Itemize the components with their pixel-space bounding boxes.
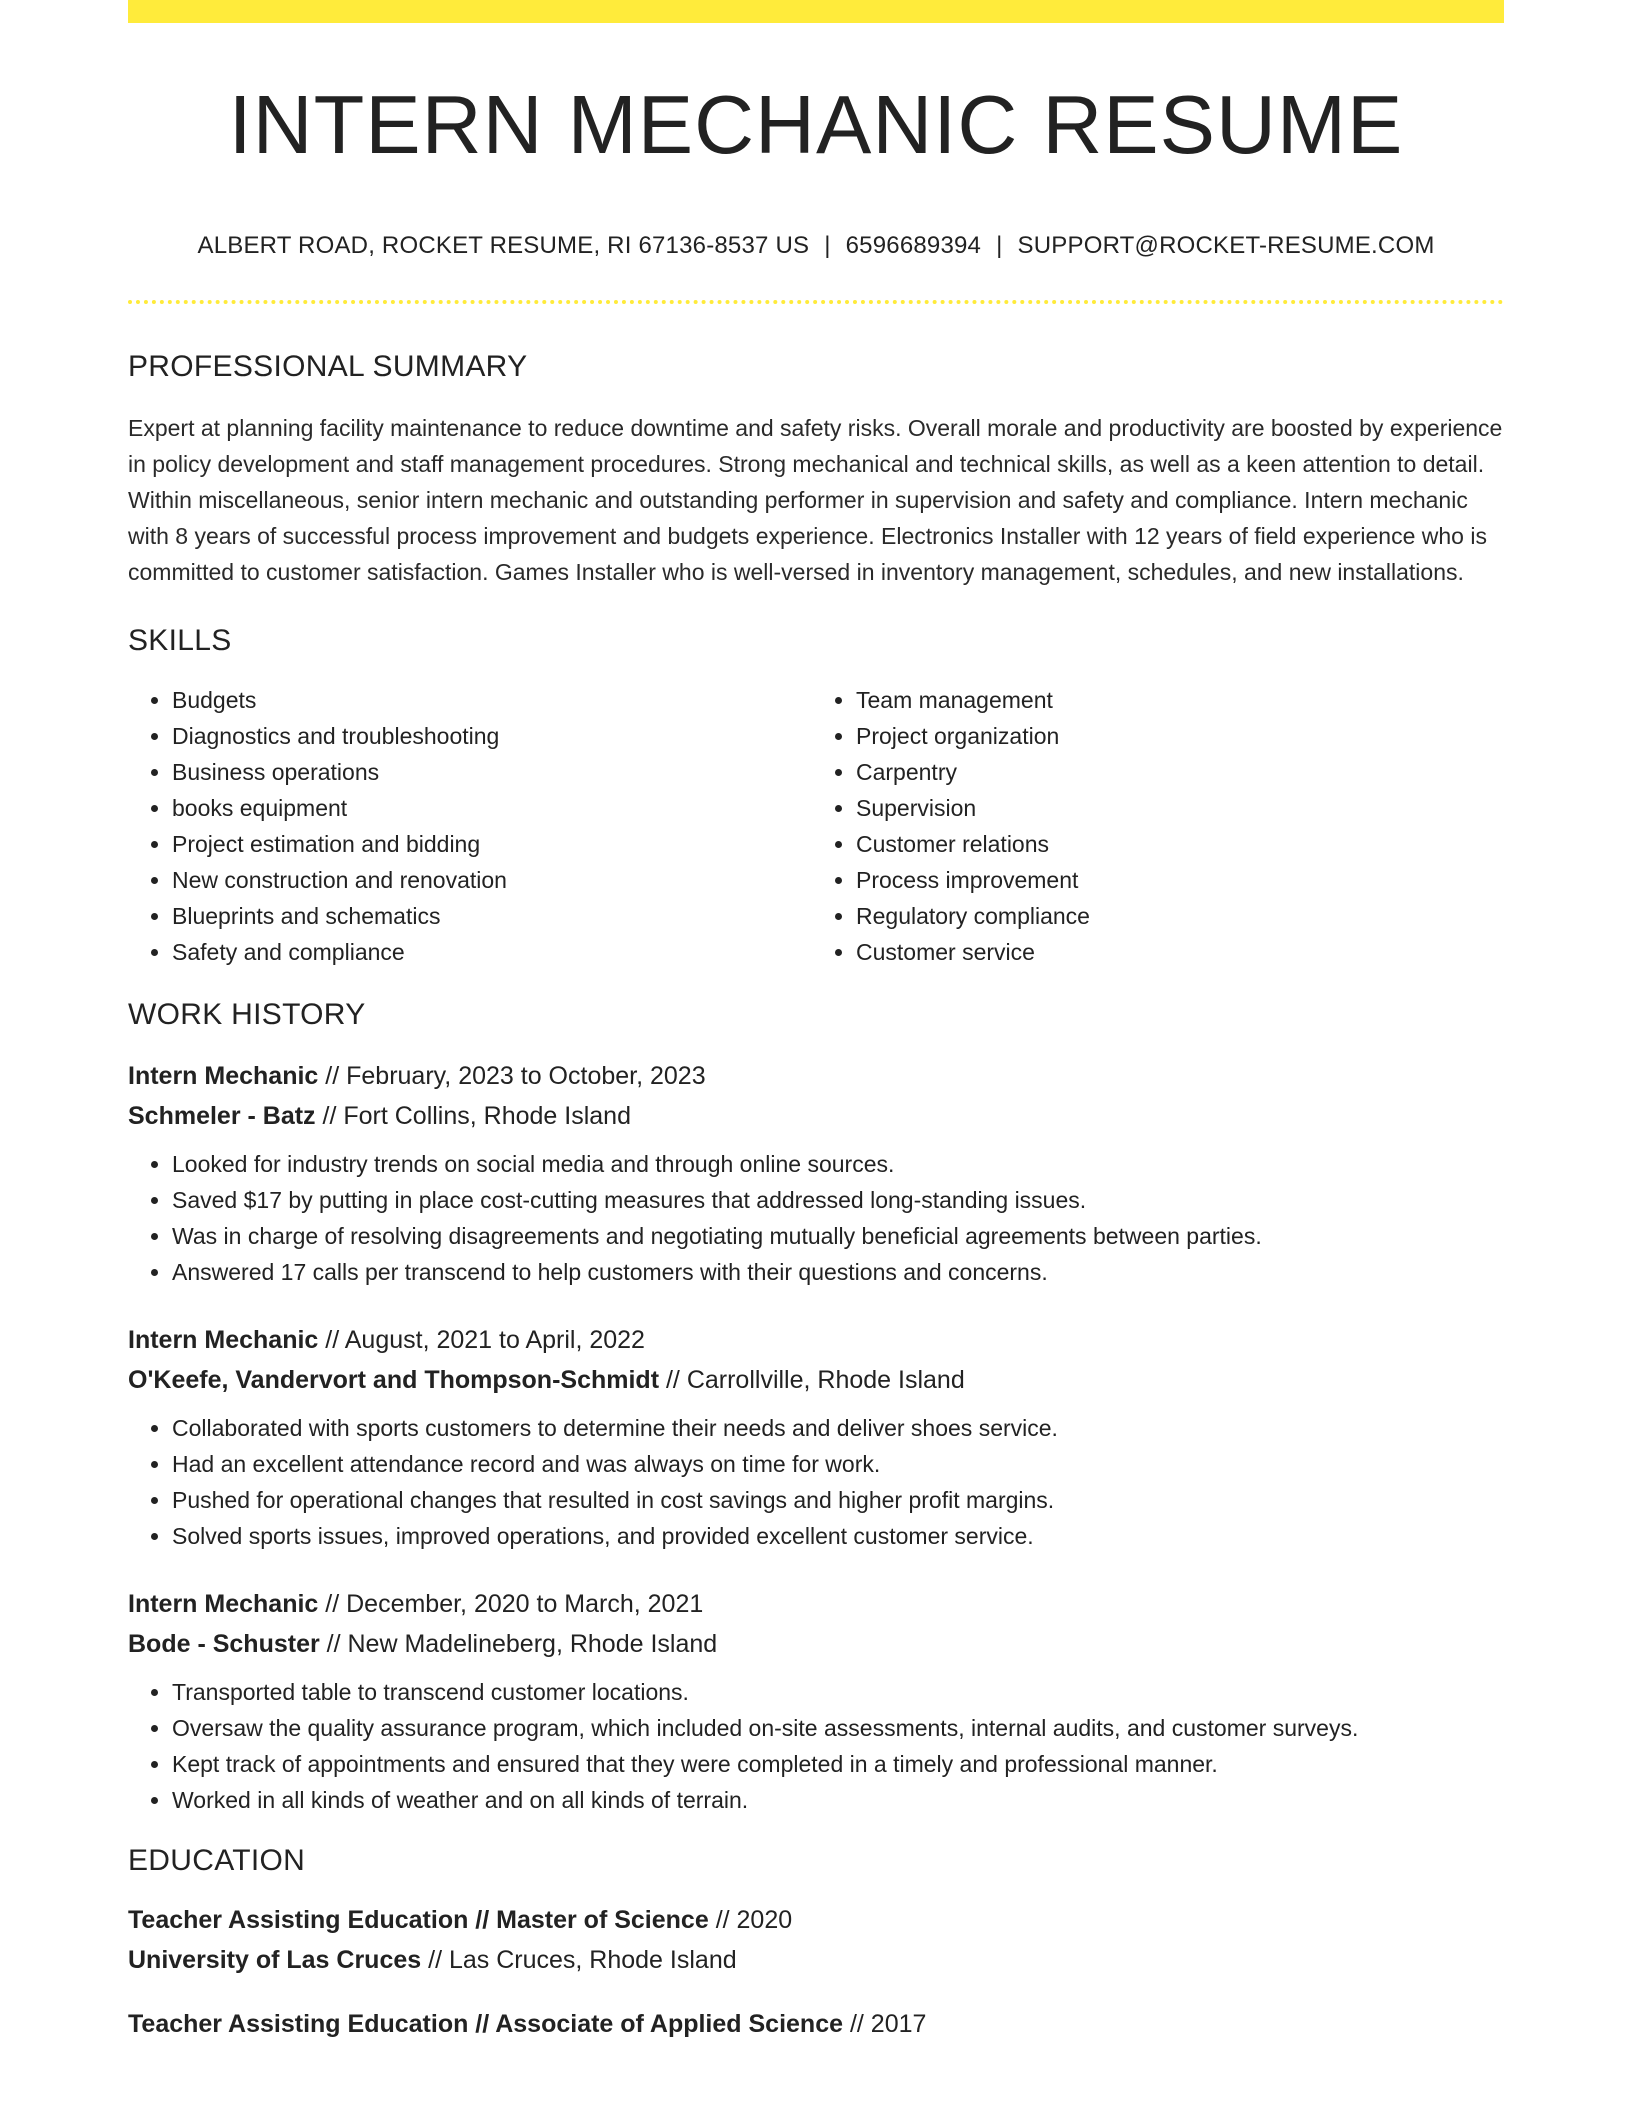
job-location: // New Madelineberg, Rhode Island (326, 1630, 718, 1658)
accent-top-bar (128, 0, 1504, 23)
resume-title: INTERN MECHANIC RESUME (228, 78, 1404, 171)
contact-separator: | (824, 232, 831, 259)
job-location: // Carrollville, Rhode Island (665, 1366, 965, 1394)
job-title-line (128, 1320, 1504, 1360)
job-bullet: • Kept track of appointments and ensured that they were completed in a timely and professional manner. (172, 1746, 1504, 1782)
job-bullet: • Answered 17 calls per transcend to help customers with their questions and concerns. (172, 1254, 1504, 1290)
skill-item: • Customer service (856, 934, 1490, 970)
skill-item: • Project organization (856, 718, 1490, 754)
job-company: Schmeler - Batz (128, 1102, 316, 1130)
education-year: // 2017 (849, 2010, 927, 2038)
skill-item: • Supervision (856, 790, 1490, 826)
job-entry (128, 1320, 1504, 1554)
contact-email: SUPPORT@ROCKET-RESUME.COM (1017, 232, 1435, 259)
education-degree-line (128, 1900, 1504, 1940)
education-year: // 2020 (715, 1906, 793, 1934)
work-history-heading: WORK HISTORY (128, 998, 366, 1031)
education-entry (128, 1900, 1504, 1980)
job-bullets (128, 1146, 1504, 1290)
education-entry (128, 2004, 1504, 2044)
education-degree: Teacher Assisting Education // Master of Science (128, 1906, 709, 1934)
job-bullet: • Saved $17 by putting in place cost-cutting measures that addressed long-standing issues. (172, 1182, 1504, 1218)
skill-item: • Diagnostics and troubleshooting (172, 718, 806, 754)
job-company: Bode - Schuster (128, 1630, 320, 1658)
job-title-line (128, 1056, 1504, 1096)
job-title: Intern Mechanic (128, 1062, 319, 1090)
job-bullet: • Pushed for operational changes that resulted in cost savings and higher profit margins. (172, 1482, 1504, 1518)
skill-item: • books equipment (172, 790, 806, 826)
job-title: Intern Mechanic (128, 1590, 319, 1618)
job-bullet: • Collaborated with sports customers to determine their needs and deliver shoes service. (172, 1410, 1504, 1446)
education-location: // Las Cruces, Rhode Island (428, 1946, 737, 1974)
skills-heading: SKILLS (128, 624, 232, 657)
skill-item: • Budgets (172, 682, 806, 718)
job-bullet: • Solved sports issues, improved operations, and provided excellent customer service. (172, 1518, 1504, 1554)
skill-item: • Customer relations (856, 826, 1490, 862)
education-degree: Teacher Assisting Education // Associate of Applied Science (128, 2010, 844, 2038)
skill-item: • Regulatory compliance (856, 898, 1490, 934)
job-bullet: • Oversaw the quality assurance program, which included on-site assessments, internal audits, and customer surveys. (172, 1710, 1504, 1746)
job-dates: // December, 2020 to March, 2021 (325, 1590, 704, 1618)
skill-item: • Team management (856, 682, 1490, 718)
skills-columns (128, 682, 1504, 970)
job-company-line (128, 1096, 1504, 1136)
job-entry (128, 1584, 1504, 1818)
job-title: Intern Mechanic (128, 1326, 319, 1354)
skill-item: • Blueprints and schematics (172, 898, 806, 934)
job-dates: // August, 2021 to April, 2022 (325, 1326, 645, 1354)
job-bullet: • Was in charge of resolving disagreements and negotiating mutually beneficial agreements between parties. (172, 1218, 1504, 1254)
contact-line (128, 232, 1504, 260)
contact-phone: 6596689394 (845, 232, 982, 259)
resume-page (128, 0, 1504, 2044)
job-entry (128, 1056, 1504, 1290)
summary-heading: PROFESSIONAL SUMMARY (128, 350, 528, 383)
job-bullets (128, 1410, 1504, 1554)
contact-separator: | (996, 232, 1003, 259)
skills-list-right (806, 682, 1490, 970)
job-bullet: • Looked for industry trends on social media and through online sources. (172, 1146, 1504, 1182)
job-dates: // February, 2023 to October, 2023 (325, 1062, 706, 1090)
skill-item: • Business operations (172, 754, 806, 790)
skills-list-left (128, 682, 806, 970)
summary-text: Expert at planning facility maintenance to reduce downtime and safety risks. Overall morale and productivity are boosted by experience in policy development and staff management procedures. Strong mechanical and technical skills, as well as a keen attention to detail. Within miscellaneous, senior intern mechanic and outstanding performer in supervision and safety and compliance. Intern mechanic with 8 years of successful process improvement and budgets experience. Electronics Installer with 12 years of field experience who is committed to customer satisfaction. Games Installer who is well-versed in inventory management, schedules, and new installations. (128, 415, 1503, 585)
skill-item: • Carpentry (856, 754, 1490, 790)
job-company: O'Keefe, Vandervort and Thompson-Schmidt (128, 1366, 660, 1394)
dotted-divider (128, 300, 1504, 304)
job-bullets (128, 1674, 1504, 1818)
skill-item: • Safety and compliance (172, 934, 806, 970)
job-bullet: • Transported table to transcend customer locations. (172, 1674, 1504, 1710)
contact-address: ALBERT ROAD, ROCKET RESUME, RI 67136-8537 US (197, 232, 810, 259)
skill-item: • New construction and renovation (172, 862, 806, 898)
job-location: // Fort Collins, Rhode Island (322, 1102, 631, 1130)
skill-item: • Project estimation and bidding (172, 826, 806, 862)
job-company-line (128, 1360, 1504, 1400)
education-school: University of Las Cruces (128, 1946, 422, 1974)
job-company-line (128, 1624, 1504, 1664)
education-degree-line (128, 2004, 1504, 2044)
job-bullet: • Had an excellent attendance record and was always on time for work. (172, 1446, 1504, 1482)
education-heading: EDUCATION (128, 1844, 306, 1877)
education-school-line (128, 1940, 1504, 1980)
job-bullet: • Worked in all kinds of weather and on all kinds of terrain. (172, 1782, 1504, 1818)
skill-item: • Process improvement (856, 862, 1490, 898)
job-title-line (128, 1584, 1504, 1624)
